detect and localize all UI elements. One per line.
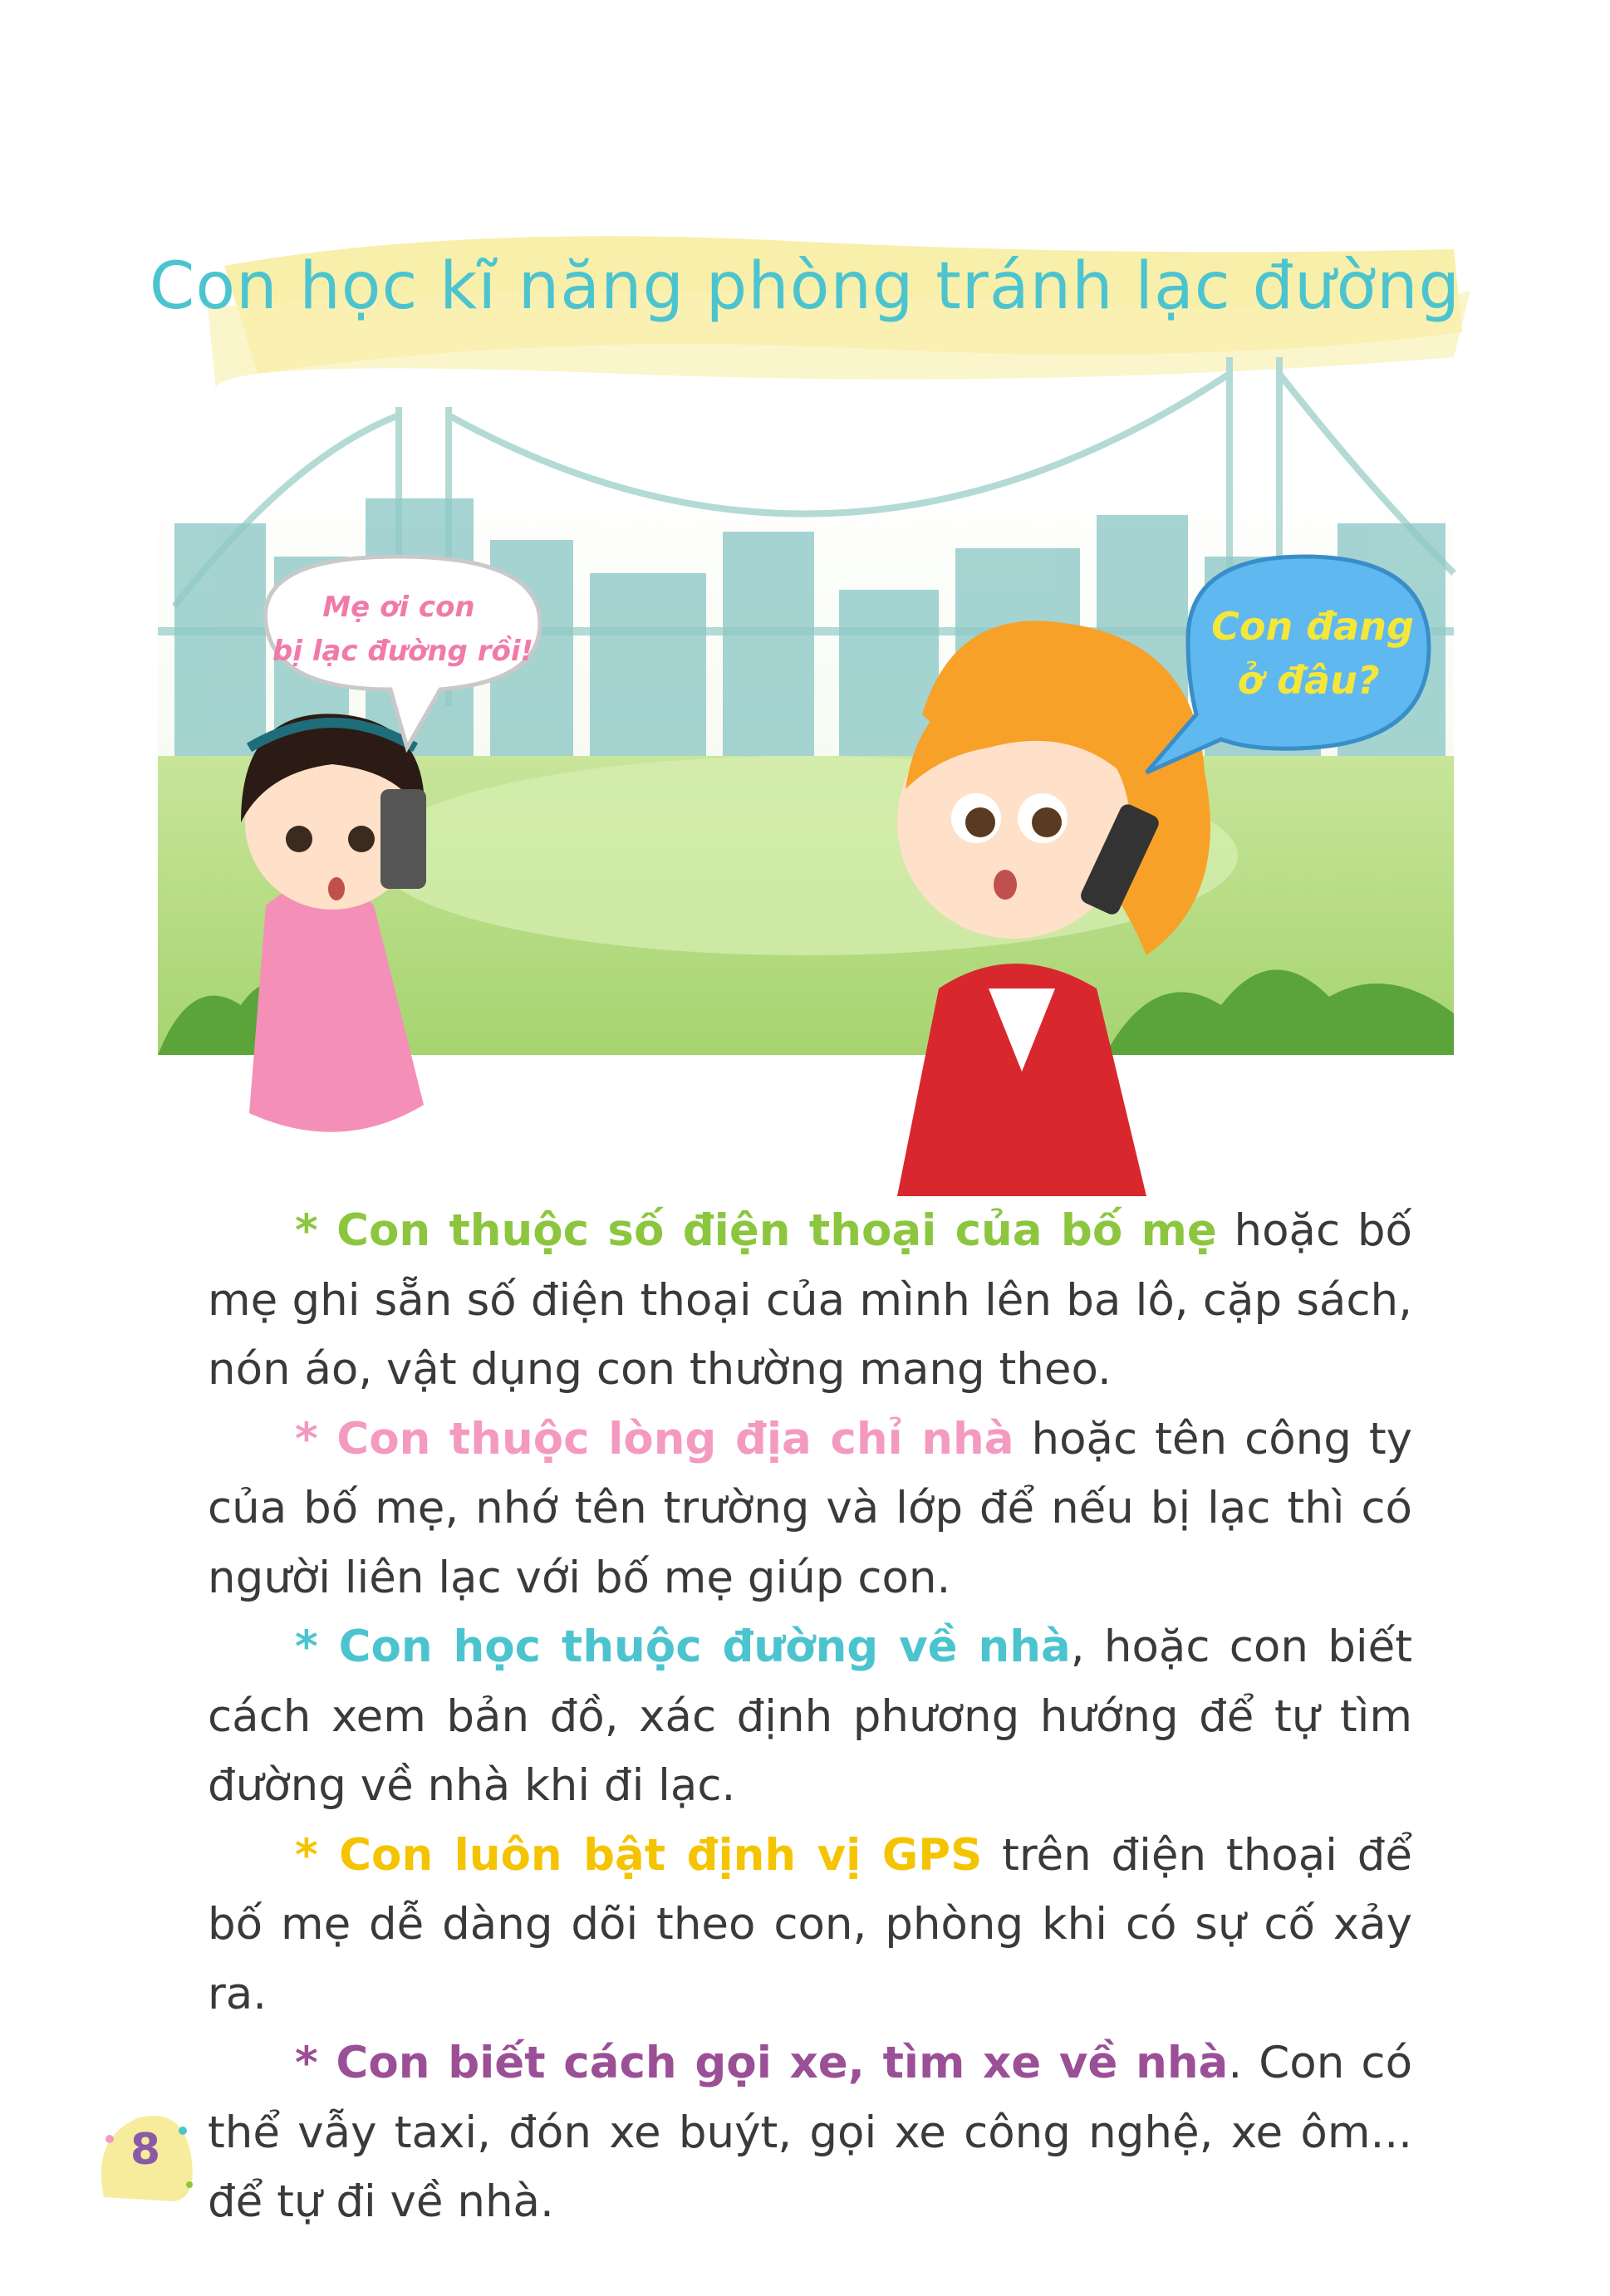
girl-bubble-line-1: Mẹ ơi con [322,591,475,624]
tip-paragraph [208,1196,1412,1405]
tip-highlight: * Con thuộc số điện thoại của bố mẹ [295,1205,1217,1256]
tip-highlight: * Con biết cách gọi xe, tìm xe về nhà [295,2038,1229,2088]
page-title: Con học kĩ năng phòng tránh lạc đường [149,249,1461,324]
girl-bubble-line-2: bị lạc đường rồi! [272,635,533,668]
tip-paragraph [208,1612,1412,1821]
tip-text: hoặc bố mẹ ghi sẵn số điện thoại của mình lên ba lô, cặp sách, nón áo, vật dụng con thường mang theo. [208,1205,1412,1395]
tip-highlight: * Con thuộc lòng địa chỉ nhà [295,1413,1014,1464]
tip-text: . Con có thể vẫy taxi, đón xe buýt, gọi xe công nghệ, xe ôm... để tự đi về nhà. [208,2038,1412,2227]
tip-paragraph [208,1821,1412,2029]
page-number: 8 [130,2125,161,2175]
tip-text: trên điện thoại để bố mẹ dễ dàng dõi theo con, phòng khi có sự cố xảy ra. [208,1829,1412,2019]
illustration-scene [125,357,1487,1196]
mom-bubble-line-2: ở đâu? [1237,658,1380,703]
mom-bubble-line-1: Con đang [1211,604,1414,649]
tip-paragraph [208,1405,1412,1613]
tip-paragraph [208,2029,1412,2237]
tip-highlight: * Con luôn bật định vị GPS [295,1829,983,1881]
tip-highlight: * Con học thuộc đường về nhà [295,1621,1071,1672]
mom-character [897,621,1210,1196]
body-text [208,1196,1412,2237]
tip-text: hoặc tên công ty của bố mẹ, nhớ tên trường và lớp để nếu bị lạc thì có người liên lạc với bố mẹ giúp con. [208,1413,1412,1603]
tip-text: , hoặc con biết cách xem bản đồ, xác định phương hướng để tự tìm đường về nhà khi đi lạc. [208,1621,1412,1811]
